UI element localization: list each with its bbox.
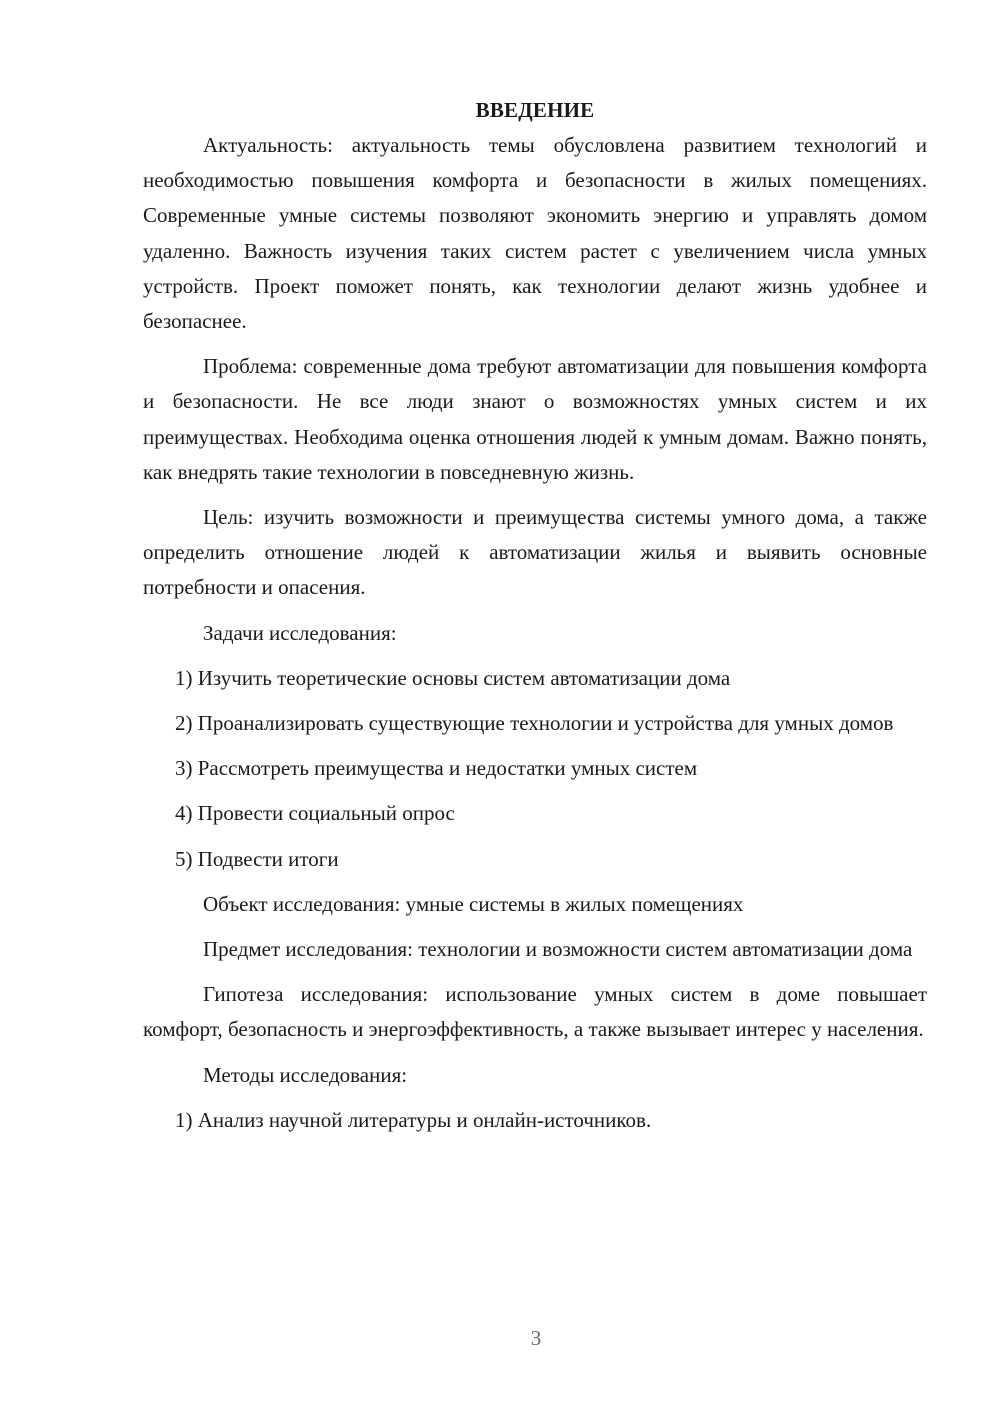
task-item-3: 3) Рассмотреть преимущества и недостатки умных систем [175,756,698,781]
goal-paragraph: Цель: изучить возможности и преимущества системы умного дома, а также определить отношение людей к автоматизации жилья и выявить основные потребности и опасения. [143,505,927,600]
task-item-2: 2) Проанализировать существующие технологии и устройства для умных домов [175,711,894,736]
methods-heading: Методы исследования: [203,1062,408,1087]
problem-paragraph: Проблема: современные дома требуют автоматизации для повышения комфорта и безопасности. Не все люди знают о возможностях умных систем и их преимуществах. Необходима оценка отношения людей к умным домам. Важно понять, как внедрять такие технологии в повседневную жизнь. [143,354,927,484]
task-item-5: 5) Подвести итоги [175,846,339,871]
relevance-paragraph: Актуальность: актуальность темы обусловлена развитием технологий и необходимостью повышения комфорта и безопасности в жилых помещениях. Современные умные системы позволяют экономить энергию и управлять домом удаленно. Важность изучения таких систем растет с увеличением числа умных устройств. Проект поможет понять, как технологии делают жизнь удобнее и безопаснее. [143,133,927,334]
page-content [143,92,927,1148]
section-title: ВВЕДЕНИЕ [475,98,595,122]
object-paragraph: Объект исследования: умные системы в жилых помещениях [203,891,744,916]
method-item-1: 1) Анализ научной литературы и онлайн-источников. [175,1107,652,1132]
subject-paragraph: Предмет исследования: технологии и возможности систем автоматизации дома [203,937,913,962]
tasks-heading: Задачи исследования: [203,620,397,645]
hypothesis-paragraph: Гипотеза исследования: использование умных систем в доме повышает комфорт, безопасность и энергоэффективность, а также вызывает интерес у населения. [143,982,927,1042]
task-item-1: 1) Изучить теоретические основы систем автоматизации дома [175,665,731,690]
page-number: 3 [530,1326,542,1350]
task-item-4: 4) Провести социальный опрос [175,801,455,826]
